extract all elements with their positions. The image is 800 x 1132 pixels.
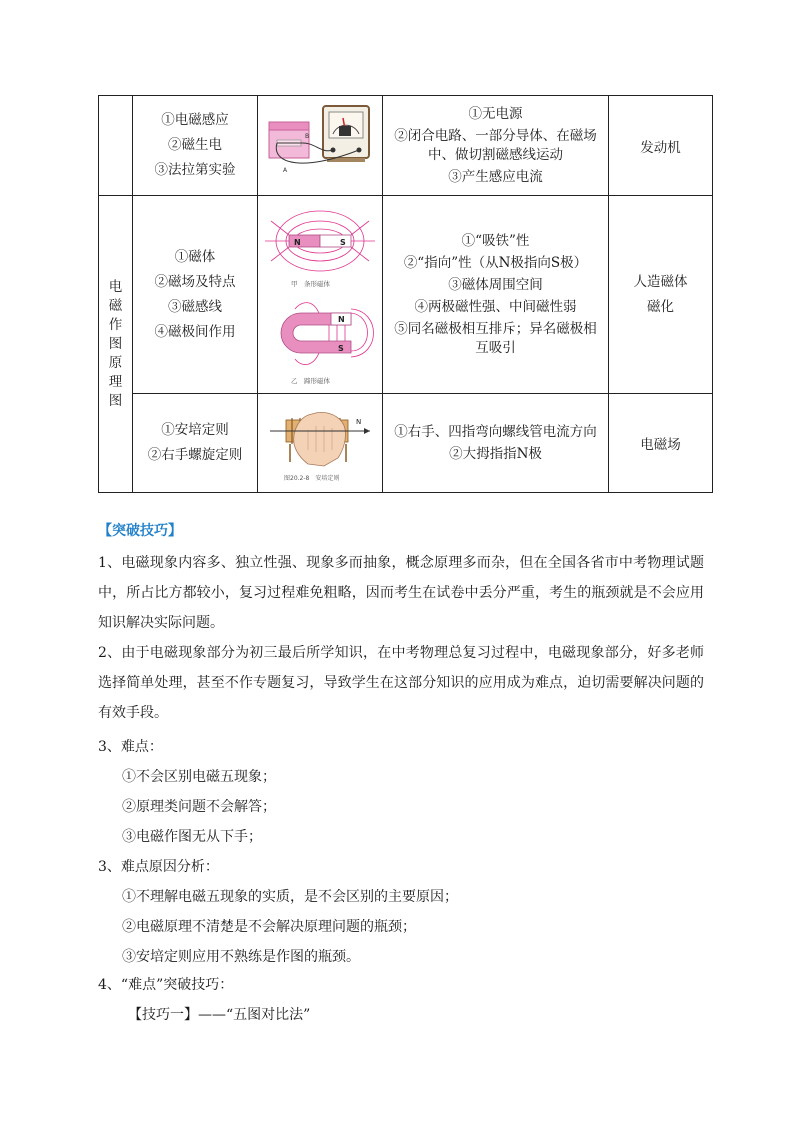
figure-cell bbox=[258, 394, 383, 493]
list-item: ①不理解电磁五现象的实质，是不会区别的主要原因； bbox=[122, 889, 458, 905]
application-cell: 发动机 bbox=[609, 96, 713, 196]
table-row-magnet bbox=[99, 196, 713, 394]
paragraph-1: 1、电磁现象内容多、独立性强、现象多而抽象，概念原理多而杂，但在全国各省市中考物理试题中，所占比方都较小，复习过程难免粗略，因而考生在试卷中丢分严重，考生的瓶颈就是不会应用知识解决实际问题。 bbox=[98, 555, 704, 631]
feature-item: ②大拇指指N极 bbox=[449, 445, 542, 462]
feature-item: ⑤同名磁极相互排斥；异名磁极相互吸引 bbox=[394, 320, 597, 356]
paragraph-5: 4、“难点”突破技巧： bbox=[98, 977, 234, 993]
figure-cell bbox=[258, 96, 383, 196]
group-label-cell bbox=[99, 196, 133, 493]
feature-item: ①“吸铁”性 bbox=[461, 232, 530, 249]
table-row-induction bbox=[99, 96, 713, 196]
feature-item: ④两极磁性强、中间磁性弱 bbox=[414, 298, 577, 315]
group-cell-top bbox=[99, 96, 133, 196]
concept-item: ③磁感线 bbox=[168, 298, 222, 315]
group-label: 电磁作图原理图 bbox=[108, 278, 123, 409]
feature-cell bbox=[383, 394, 609, 493]
concept-item: ①电磁感应 bbox=[161, 112, 229, 128]
feature-item: ②“指向”性（从N极指向S极） bbox=[403, 254, 588, 271]
feature-cell bbox=[383, 196, 609, 394]
concept-cell bbox=[133, 196, 258, 394]
concept-item: ①磁体 bbox=[174, 248, 216, 265]
south-pole-label: S bbox=[340, 237, 346, 247]
paragraph-3: 3、难点： bbox=[98, 739, 163, 755]
concept-cell bbox=[133, 394, 258, 493]
list-item: ①不会区别电磁五现象； bbox=[122, 769, 276, 785]
list-item: ③安培定则应用不熟练是作图的瓶颈。 bbox=[122, 949, 360, 965]
table-row-ampere bbox=[99, 394, 713, 493]
feature-item: ②闭合电路、一部分导体、在磁场中、做切割磁感线运动 bbox=[394, 127, 597, 163]
section-title: 【突破技巧】 bbox=[98, 523, 182, 539]
concept-item: ②磁生电 bbox=[168, 137, 222, 153]
concept-item: ①安培定则 bbox=[161, 422, 229, 438]
figure-cell bbox=[258, 196, 383, 394]
concept-item: ②右手螺旋定则 bbox=[147, 447, 243, 463]
figure-caption: 甲 条形磁体 bbox=[291, 279, 330, 288]
list-item: ②电磁原理不清楚是不会解决原理问题的瓶颈； bbox=[122, 919, 416, 935]
faraday-experiment-figure bbox=[263, 102, 377, 190]
application-item: 人造磁体 bbox=[633, 273, 688, 290]
north-pole-label: N bbox=[356, 418, 362, 426]
concept-cell bbox=[133, 96, 258, 196]
list-item: ③电磁作图无从下手； bbox=[122, 829, 262, 845]
north-pole-label: N bbox=[294, 237, 301, 247]
application-cell bbox=[609, 196, 713, 394]
paragraph-4: 3、难点原因分析： bbox=[98, 859, 219, 875]
magnet-field-figure bbox=[261, 201, 379, 389]
concept-item: ④磁极间作用 bbox=[154, 323, 236, 340]
ampere-rule-figure bbox=[264, 400, 376, 486]
technique-heading: 【技巧一】——“五图对比法” bbox=[128, 1007, 311, 1023]
feature-item: ③产生感应电流 bbox=[448, 168, 543, 185]
summary-table bbox=[98, 95, 713, 493]
north-pole-label: N bbox=[338, 314, 345, 324]
paragraph-2: 2、由于电磁现象部分为初三最后所学知识，在中考物理总复习过程中，电磁现象部分，好多老师选择简单处理，甚至不作专题复习，导致学生在这部分知识的应用成为难点，迫切需要解决问题的有效手段。 bbox=[98, 645, 704, 721]
feature-item: ①右手、四指弯向螺线管电流方向 bbox=[394, 423, 597, 440]
list-item: ②原理类问题不会解答； bbox=[122, 799, 276, 815]
application-cell: 电磁场 bbox=[609, 394, 713, 493]
concept-item: ②磁场及特点 bbox=[154, 273, 236, 290]
feature-cell bbox=[383, 96, 609, 196]
concept-item: ③法拉第实验 bbox=[154, 162, 236, 178]
figure-caption: 图20.2-8 安培定则 bbox=[284, 475, 340, 482]
figure-caption: 乙 蹄形磁体 bbox=[291, 376, 330, 385]
svg-text:B: B bbox=[305, 132, 310, 140]
application-item: 磁化 bbox=[647, 298, 674, 315]
south-pole-label: S bbox=[338, 343, 344, 353]
svg-text:A: A bbox=[283, 166, 288, 174]
feature-item: ①无电源 bbox=[468, 105, 523, 122]
feature-item: ③磁体周围空间 bbox=[448, 276, 543, 293]
